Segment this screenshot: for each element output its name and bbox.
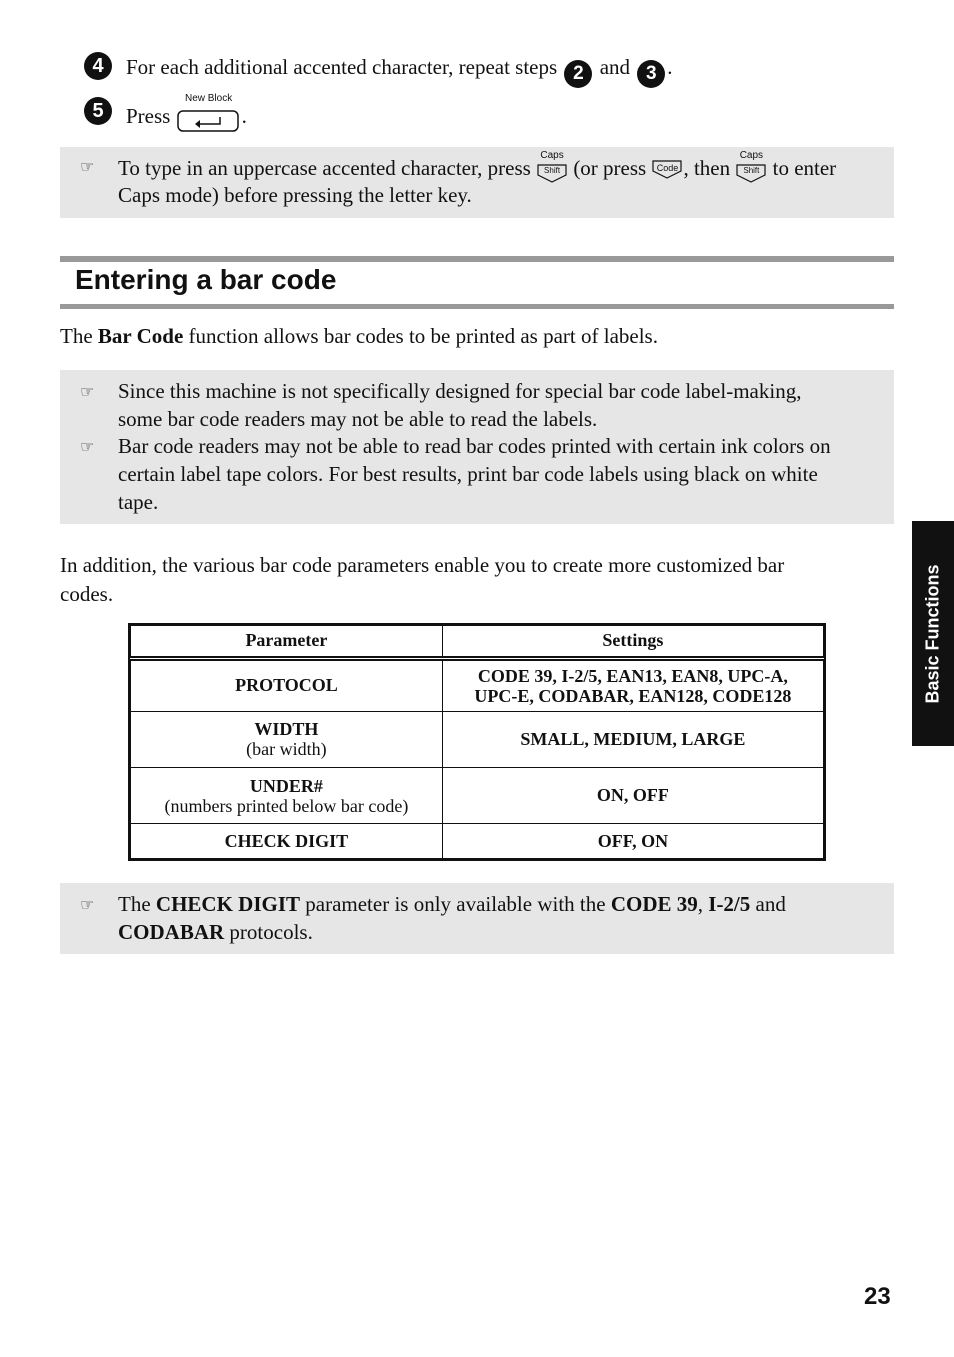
caps-shift-key-2: [735, 150, 767, 183]
section-intro: [60, 322, 658, 350]
parameter-table: [130, 625, 824, 859]
shift-label-2: Shift: [743, 166, 760, 175]
note-hand-icon: ☞: [80, 437, 95, 456]
note2-item2-line3: tape.: [118, 490, 159, 514]
step-5: [84, 94, 484, 134]
note2-item1-line2: some bar code readers may not be able to read the labels.: [118, 407, 598, 431]
enter-key-icon: [176, 109, 242, 133]
param-name: WIDTH: [254, 719, 319, 740]
note3-and: and: [755, 892, 786, 916]
note2-item2-line2: certain label tape colors. For best results, print bar code labels using black on white: [118, 462, 818, 486]
chapter-side-tab: [912, 521, 954, 746]
settings-line2: UPC-E, CODABAR, EAN128, CODE128: [474, 685, 792, 706]
step-4-text: For each additional accented character, repeat steps: [126, 55, 558, 79]
section-title: Entering a bar code: [75, 264, 337, 295]
intro-bold: Bar Code: [97, 324, 184, 348]
note1-part4: to enter: [772, 156, 837, 180]
step-number-4: 4: [84, 52, 112, 80]
section-top-rule: [60, 256, 894, 262]
table-header-row: [131, 626, 824, 659]
note-hand-icon: ☞: [80, 895, 95, 914]
step-number-5: 5: [84, 97, 112, 125]
para2-line2: codes.: [60, 582, 114, 606]
para2-line1: In addition, the various bar code parameters enable you to create more customized bar: [60, 553, 785, 577]
row-param: [131, 768, 443, 824]
header-settings: Settings: [442, 626, 823, 659]
note3-post: protocols.: [229, 920, 313, 944]
note-hand-icon: ☞: [80, 382, 95, 401]
code-label: Code: [656, 163, 679, 173]
caps-label: Caps: [540, 150, 564, 161]
step-ref-2: 2: [564, 60, 592, 88]
row-param: [131, 658, 443, 711]
header-parameter: Parameter: [131, 626, 443, 659]
param-name: PROTOCOL: [235, 675, 338, 696]
note1-part3: , then: [683, 156, 731, 180]
settings-line1: CODE 39, I-2/5, EAN13, EAN8, UPC-A,: [477, 665, 788, 686]
section-bottom-rule: [60, 304, 894, 309]
table-row: [131, 711, 824, 767]
row-settings: [442, 711, 823, 767]
row-settings: [442, 768, 823, 824]
new-block-key-label: New Block: [184, 93, 233, 104]
settings-line1: OFF, ON: [597, 830, 669, 851]
note3-check-digit: CHECK DIGIT: [155, 892, 301, 916]
note1-part1: To type in an uppercase accented character, press: [118, 156, 531, 180]
row-settings: [442, 658, 823, 711]
note3-codabar: CODABAR: [118, 920, 225, 944]
intro-post: function allows bar codes to be printed as part of labels.: [188, 324, 658, 348]
step-4-conj: and: [599, 55, 631, 79]
note3-comma: ,: [697, 892, 704, 916]
code-key: [651, 153, 683, 183]
row-settings: [442, 824, 823, 859]
row-param: [131, 711, 443, 767]
table-row: [131, 768, 824, 824]
note3-i25: I-2/5: [708, 892, 751, 916]
settings-line1: SMALL, MEDIUM, LARGE: [520, 728, 746, 749]
side-tab-label: Basic Functions: [922, 563, 943, 704]
step-ref-3: 3: [637, 60, 665, 88]
table-row: [131, 658, 824, 711]
step-4-end: .: [667, 55, 673, 79]
param-sub: (bar width): [246, 739, 327, 760]
intro-pre: The: [60, 324, 93, 348]
shift-label: Shift: [544, 166, 561, 175]
note1-line2: Caps mode) before pressing the letter key.: [118, 183, 472, 207]
row-param: [131, 824, 443, 859]
note-check-digit: [60, 883, 894, 954]
param-sub: (numbers printed below bar code): [164, 795, 409, 816]
step-5-text: Press: [126, 104, 171, 128]
caps-label-2: Caps: [739, 150, 764, 161]
note-hand-icon: ☞: [80, 157, 95, 176]
note2-item1-line1: Since this machine is not specifically designed for special bar code label-making,: [118, 379, 802, 403]
new-block-key: [176, 93, 242, 133]
param-name: CHECK DIGIT: [224, 830, 349, 851]
param-name: UNDER#: [249, 775, 323, 796]
caps-shift-key: [536, 150, 568, 183]
page-number: 23: [864, 1283, 891, 1310]
parameter-table-wrap: [128, 623, 826, 861]
note2-item2-line1: Bar code readers may not be able to read bar codes printed with certain ink colors on: [118, 434, 831, 458]
note-uppercase-accented: [60, 147, 894, 218]
step-5-end: .: [241, 104, 247, 128]
settings-line1: ON, OFF: [596, 785, 669, 806]
note3-mid: parameter is only available with the: [305, 892, 606, 916]
note3-code39: CODE 39: [610, 892, 698, 916]
note1-part2: (or press: [573, 156, 647, 180]
note3-pre: The: [118, 892, 151, 916]
note-bar-code-readers: [60, 370, 894, 524]
table-row: [131, 824, 824, 859]
